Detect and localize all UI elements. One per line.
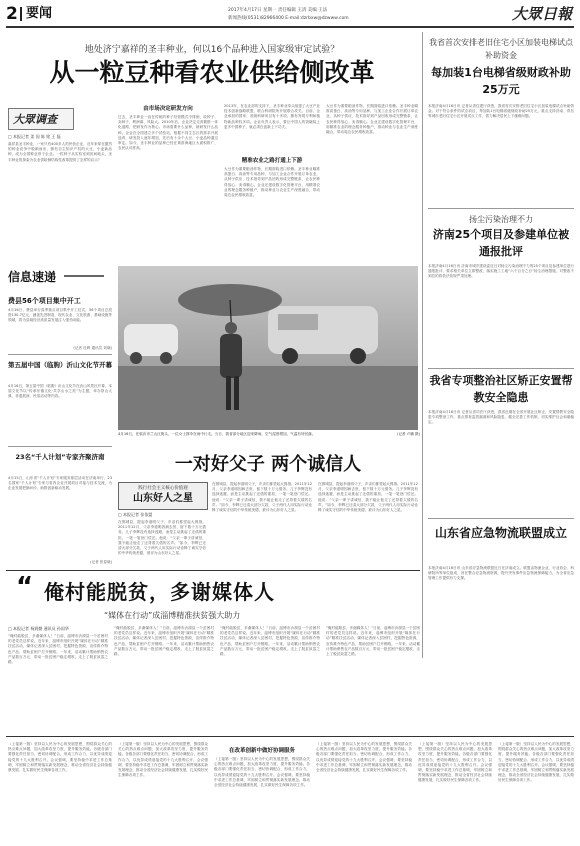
brief-3-byline: (记者 张春晓) [90,560,112,564]
section-1-text: 过去，圣丰种业一直在传统的种子经营模式中徘徊，收种子、卖种子，利润薄、风险大。2010年后，企业决定走育繁推一体化道路，把研发作为核心。市场需要什么品种，就研发什么品种。企业在全国建立多个试验站，根据不同生态区的需求开展选育，研发投入逐年增加，先后有十余个大豆、小麦品种通过审定。如今，圣丰种业的品种已经在黄淮海地区大面积推广，农民认可度高。 [118,115,218,151]
bottom-col-6: （上接第一版）坚持以人民为中心的发展思想，围绕群众关心的热点难点问题，加大改革攻坚力度，提升服务效能。各级各部门要强化责任担当，密切协调配合，形成工作合力，以优异成绩迎接党的十九大胜利召开。会议强调，要坚持稳中求进工作总基调，牢固树立和贯彻落实新发展理念，推动全省经济社会持续健康发展，扎实做好民生保障各项工作。 [498,742,574,783]
bottom-rule [6,736,574,737]
brief-1-byline: (记者 杜辉 通讯员 刘晓) [73,346,112,350]
brief-divider-1 [8,354,112,355]
bottom-col-5: （上接第一版）坚持以人民为中心的发展思想，围绕群众关心的热点难点问题，加大改革攻坚力度，提升服务效能。各级各部门要强化责任担当，密切协调配合，形成工作合力，以优异成绩迎接党的十九大胜利召开。会议强调，要坚持稳中求进工作总基调，牢固树立和贯彻落实新发展理念，推动全省经济社会持续健康发展，扎实做好民生保障各项工作。 [418,742,492,783]
village-text-1: “俺村能脱贫，多谢媒体人！”日前，淄博市沂源县一个贫困村的老党员这样说。近年来，淄博市组织开展“媒体在行动”精准扶贫活动，媒体记者深入贫困村，挖掘特色资源，宣传推介特色产品，帮助贫困户打开销路。一年来，活动累计帮助销售农产品数百万元，带动一批贫困户稳定增收，走上了脱贫致富之路。 [8,634,108,665]
masthead-rule [6,26,574,28]
village-text-2: “俺村能脱贫，多谢媒体人！”日前，淄博市沂源县一个贫困村的老党员这样说。近年来，淄博市组织开展“媒体在行动”精准扶贫活动，媒体记者深入贫困村，挖掘特色资源，宣传推介特色产品，帮助贫困户打开销路。一年来，活动累计帮助销售农产品数百万元，带动一批贫困户稳定增收，走上了脱贫致富之路。 [114,626,214,657]
brief-3-title: 23名“千人计划”专家齐聚济南 [15,453,105,461]
right-kicker-1: 我省首次安排老旧住宅小区加装电梯试点补助资金 [429,38,573,60]
right-divider-2 [428,368,574,369]
bottom-col-1: （上接第一版）坚持以人民为中心的发展思想，围绕群众关心的热点难点问题，加大改革攻坚力度，提升服务效能。各级各部门要强化责任担当，密切协调配合，形成工作合力，以优异成绩迎接党的十九大胜利召开。会议强调，要坚持稳中求进工作总基调，牢固树立和贯彻落实新发展理念，推动全省经济社会持续健康发展，扎实做好民生保障各项工作。 [8,742,112,773]
section-3-text: 2013年，在农业部的支持下，圣丰种业牵头组建了大豆产业技术创新战略联盟，联合科研院所开展联合攻关。目前，企业承担的国家、省级科研项目有十多项，拥有发明专利和植物新品种权多项。企业负责人表示，要让中国人的饭碗装上更多中国种子，就必须在创新上下功夫。 [224,104,320,129]
section-rule [6,570,420,571]
village-subhead: “媒体在行动”成淄博精准扶贫强大助力 [104,611,241,620]
brief-3-text: 4月15日，山东省“千人计划”专家服务基层活动在济南举行，23名国家“千人计划”专家与省内企业开展项目对接与技术交流，为企业发展把脉问诊，助推创新驱动发展。 [8,476,112,491]
photo-credit: (记者 卢鹏 摄) [396,432,420,436]
bottom-col-3 [214,742,310,840]
section-2-text: 大豆作为重要粮油作物，长期面临进口依赖。圣丰种业瞄准高蛋白、高油等专用品种，与加工企业合作开展订单农业，从种子供应、技术指导到产品回收形成完整链条，让农民种得放心、卖得顺心。企业还建设数字化管理平台，用精准农业的理念服务种植户，推动种业与农业生产深度融合，带动周边农民增收致富。 [224,167,320,198]
right-divider-3 [428,518,574,519]
column-tag [8,108,74,130]
village-headline: 俺村能脱贫，多谢媒体人 [44,580,275,604]
brief-2-text: 4月16日，第五届中国（临朐）沂山文化节在沂山风景区开幕，本届文化节以“传承东镇文化·共享山水之美”为主题，举办祭山大典、非遗展演、民俗活动等内容。 [8,384,112,399]
brief-2-title: 第五届中国（临朐）沂山文化节开幕 [8,361,112,369]
right-text-2: 本报济南4月16日讯 济南市城乡建设委近日对扬尘污染治理不力的25个项目及参建单位进行通报批评，要求相关单位立即整改，落实施工工地“六个百分之百”扬尘治理措施，对整改不到位的将依法依规严肃处理。 [428,264,574,279]
right-divider-1 [428,208,574,209]
right-headline-2: 济南25个项目及参建单位被通报批评 [432,228,570,258]
father-son-headline: 一对好父子 两个诚信人 [174,454,362,475]
bottom-col-3-text: （上接第一版）坚持以人民为中心的发展思想，围绕群众关心的热点难点问题，加大改革攻坚力度，提升服务效能。各级各部门要强化责任担当，密切协调配合，形成工作合力，以优异成绩迎接党的十九大胜利召开。会议强调，要坚持稳中求进工作总基调，牢固树立和贯彻落实新发展理念，推动全省经济社会持续健康发展，扎实做好民生保障各项工作。 [214,757,310,788]
section-1-title: 由市场决定研发方向 [143,106,193,112]
brief-divider-2 [8,446,112,447]
briefs-header-label: 信息速递 [8,270,57,284]
lead-kicker: 地处济宁嘉祥的圣丰种业，何以16个品种进入国家级审定试验？ [84,45,340,55]
news-photo [118,266,418,430]
right-text-4: 本报济南4月16日讯 山东省应急物流联盟近日在济南成立。联盟由物流企业、行业协会、科研院所等单位组成，旨在整合应急物流资源，提升突发事件应急物流保障能力，为全省应急管理工作提供有力支撑。 [428,566,574,581]
section-2-title: 精准农业之路打通上下游 [241,158,303,164]
contact-line: 新闻热线(0531)82966400 E-mail:dzrbxw@dzwww.com [228,16,349,21]
briefs-header-bar [64,275,104,277]
lead-column-3 [224,104,320,262]
section-name: 要闻 [26,6,53,21]
right-text-3: 本报济南4月16日讯 记者从省司法厅获悉，我省近期在全省开展社区矫正、安置帮教安全隐患专项整治工作，重点排查监管漏洞和风险隐患，健全完善工作机制，切实维护社会和谐稳定。 [428,410,574,425]
right-headline-3: 我省专项整治社区矫正安置帮教安全隐患 [429,374,573,404]
page-number: 2 [6,4,18,24]
lead-byline: □ 本报记者 姜 国 陈 铭 王 磊 [8,134,61,139]
good-people-logo [118,482,208,510]
brief-1-text: 4月16日，费县举行春季重点项目集中开工仪式，56个项目总投资130.7亿元，涵盖先进制造、现代农业、文化旅游、基础设施等领域，将为县域经济高质量发展注入强劲动能。 [8,308,112,323]
father-son-text-2: 在鄄城县，提起李道明父子，乡亲们都竖起大拇指。2011年12月，父亲李道明因病去世，留下数十万元债务。儿子李辉没有选择逃避，而是主动挑起了还债的重担，一笔一笔登门偿还。他说：“父亲一辈子讲诚信，我不能让他走了还背着欠债的名声。”如今，李辉已还清大部分欠款，父子两代人用实际行动诠释了诚实守信的中华传统美德，被评为山东好人之星。 [212,482,312,513]
lead-intro: 嘉祥县圣丰种业，一家只有400多人的民营企业，近年来却在激烈的种业竞争中脱颖而出，拥有自主知识产权的大豆、小麦新品种，成为全国种业骨干企业。一粒种子从实验室到田间地头，圣丰种业的探索为农业供给侧结构性改革提供了怎样的启示？ [8,142,112,162]
photo-caption: 4月16日，在临沂市兰山区街头，一位女士撑伞在雨中行走。当日，我省部分地区迎来降雨，空气湿度增加，气温有所回落。 [118,432,316,436]
briefs-header [6,268,106,286]
right-headline-1: 每加装1台电梯省级财政补助25万元 [431,66,571,96]
masthead-divider [20,7,22,21]
father-son-text-3: 在鄄城县，提起李道明父子，乡亲们都竖起大拇指。2011年12月，父亲李道明因病去世，留下数十万元债务。儿子李辉没有选择逃避，而是主动挑起了还债的重担，一笔一笔登门偿还。他说：“父亲一辈子讲诚信，我不能让他走了还背着欠债的名声。”如今，李辉已还清大部分欠款，父子两代人用实际行动诠释了诚实守信的中华传统美德，被评为山东好人之星。 [318,482,418,513]
right-kicker-2: 扬尘污染治理不力 [469,215,533,224]
village-text-3: “俺村能脱贫，多谢媒体人！”日前，淄博市沂源县一个贫困村的老党员这样说。近年来，淄博市组织开展“媒体在行动”精准扶贫活动，媒体记者深入贫困村，挖掘特色资源，宣传推介特色产品，帮助贫困户打开销路。一年来，活动累计帮助销售农产品数百万元，带动一批贫困户稳定增收，走上了脱贫致富之路。 [220,626,320,657]
brief-1-title: 费县56个项目集中开工 [8,297,81,305]
logo-line-1: 践行社会主义核心价值观 [138,486,188,491]
rain-street-photo [118,266,418,430]
lead-column-4: 大豆作为重要粮油作物，长期面临进口依赖。圣丰种业瞄准高蛋白、高油等专用品种，与加工企业合作开展订单农业，从种子供应、技术指导到产品回收形成完整链条，让农民种得放心、卖得顺心。企业还建设数字化管理平台，用精准农业的理念服务种植户，推动种业与农业生产深度融合，带动周边农民增收致富。 [326,104,418,135]
masthead [6,4,574,24]
village-quote-mark: “ [16,572,34,602]
bottom-col-2: （上接第一版）坚持以人民为中心的发展思想，围绕群众关心的热点难点问题，加大改革攻坚力度，提升服务效能。各级各部门要强化责任担当，密切协调配合，形成工作合力，以优异成绩迎接党的十九大胜利召开。会议强调，要坚持稳中求进工作总基调，牢固树立和贯彻落实新发展理念，推动全省经济社会持续健康发展，扎实做好民生保障各项工作。 [118,742,208,778]
newspaper-logo: 大眾日報 [511,5,572,23]
father-son-text-1: 在鄄城县，提起李道明父子，乡亲们都竖起大拇指。2011年12月，父亲李道明因病去世，留下数十万元债务。儿子李辉没有选择逃避，而是主动挑起了还债的重担，一笔一笔登门偿还。他说：“父亲一辈子讲诚信，我不能让他走了还背着欠债的名声。”如今，李辉已还清大部分欠款，父子两代人用实际行动诠释了诚实守信的中华传统美德，被评为山东好人之星。 [118,520,206,556]
father-son-byline: □ 本报记者 张依盟 [118,512,153,517]
village-byline: □ 本报记者 杨润勤 通讯员 孙国华 [8,626,69,631]
logo-line-2: 山东好人之星 [133,493,193,504]
right-headline-4: 山东省应急物流联盟成立 [434,526,567,540]
bottom-subhead: 在改革创新中做好协调服务 [228,748,295,754]
date-line: 2017年4月17日 星期一 责任编辑 王清 美编 王法 [228,8,328,13]
right-text-1: 本报济南4月16日讯 记者从省住建厅获悉，我省首次安排老旧住宅小区加装电梯试点补助资金。对于符合条件的试点项目，每加装1台电梯省级财政补助25万元，重点支持济南、青岛等城市老旧住宅小区开展试点工作，着力解决居民上下楼难问题。 [428,104,574,119]
village-text-4: “俺村能脱贫，多谢媒体人！”日前，淄博市沂源县一个贫困村的老党员这样说。近年来，淄博市组织开展“媒体在行动”精准扶贫活动，媒体记者深入贫困村，挖掘特色资源，宣传推介特色产品，帮助贫困户打开销路。一年来，活动累计帮助销售农产品数百万元，带动一批贫困户稳定增收，走上了脱贫致富之路。 [326,626,420,657]
lead-headline: 从一粒豆种看农业供给侧改革 [49,58,375,87]
bottom-col-4: （上接第一版）坚持以人民为中心的发展思想，围绕群众关心的热点难点问题，加大改革攻坚力度，提升服务效能。各级各部门要强化责任担当，密切协调配合，形成工作合力，以优异成绩迎接党的十九大胜利召开。会议强调，要坚持稳中求进工作总基调，牢固树立和贯彻落实新发展理念，推动全省经济社会持续健康发展，扎实做好民生保障各项工作。 [316,742,412,773]
column-divider [422,32,423,658]
lead-column-2 [118,104,218,262]
column-tag-label: 大眾调查 [13,113,57,126]
